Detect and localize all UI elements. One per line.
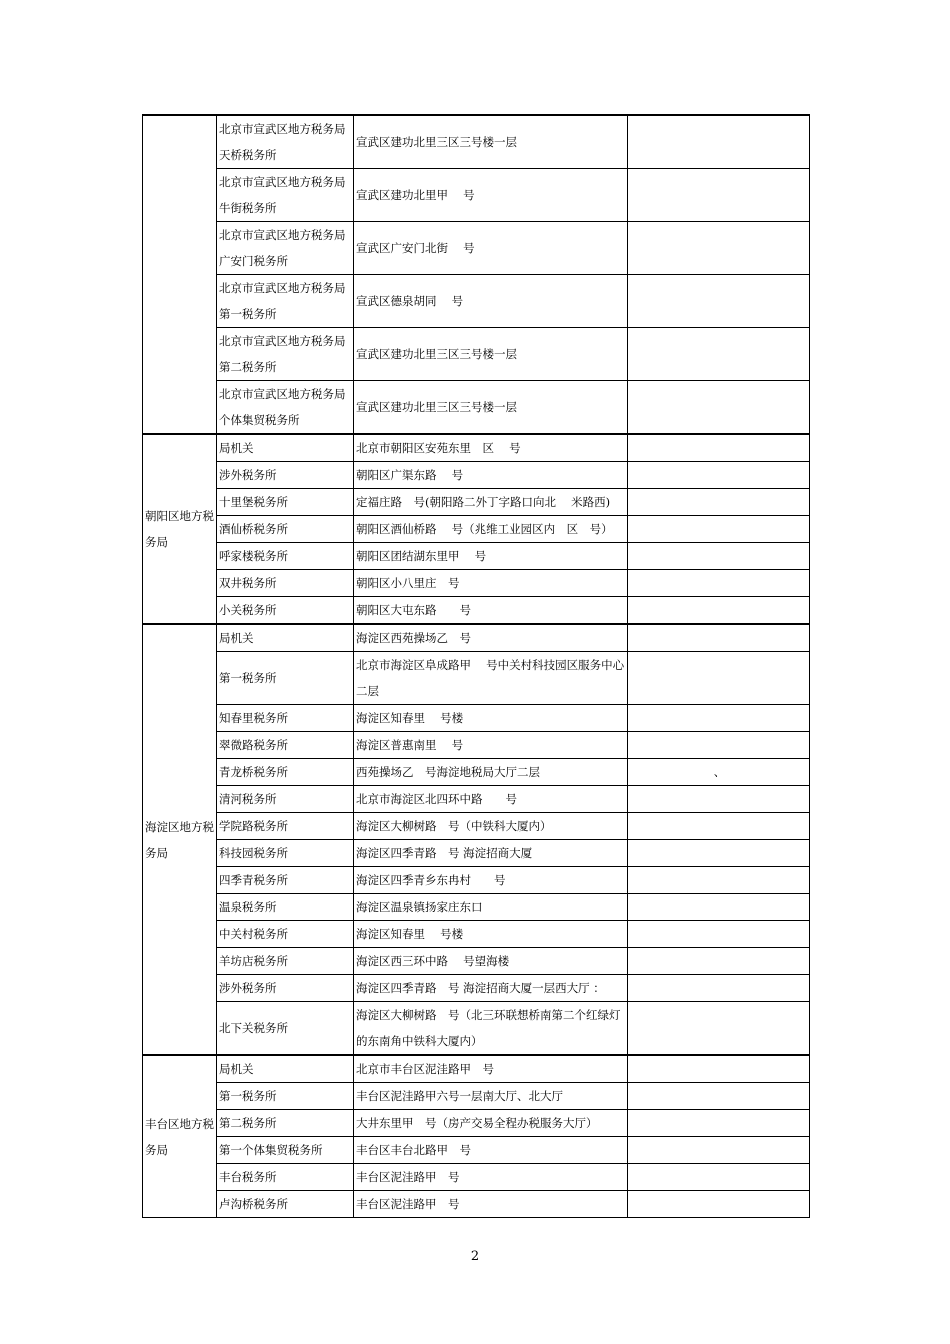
address-cell: 丰台区丰台北路甲 号 <box>354 1137 628 1164</box>
district-cell: 丰台区地方税务局 <box>143 1055 217 1218</box>
table-row <box>143 328 810 381</box>
table-row <box>143 381 810 435</box>
note-cell <box>628 948 810 975</box>
note-cell <box>628 1137 810 1164</box>
note-cell <box>628 1191 810 1218</box>
office-name-cell: 局机关 <box>217 434 354 462</box>
address-cell: 丰台区泥洼路甲 号 <box>354 1164 628 1191</box>
tax-office-table-body <box>143 115 810 1218</box>
table-row <box>143 1083 810 1110</box>
office-name-cell: 北下关税务所 <box>217 1002 354 1056</box>
office-name-cell: 涉外税务所 <box>217 975 354 1002</box>
office-name-cell: 呼家楼税务所 <box>217 543 354 570</box>
address-cell: 宣武区广安门北街 号 <box>354 222 628 275</box>
address-cell: 海淀区西苑操场乙 号 <box>354 624 628 652</box>
table-row <box>143 975 810 1002</box>
note-cell <box>628 732 810 759</box>
office-name-cell: 第二税务所 <box>217 1110 354 1137</box>
district-cell <box>143 115 217 434</box>
address-cell: 宣武区建功北里三区三号楼一层 <box>354 328 628 381</box>
address-cell: 朝阳区团结湖东里甲 号 <box>354 543 628 570</box>
table-row <box>143 1110 810 1137</box>
office-name-cell: 中关村税务所 <box>217 921 354 948</box>
note-cell <box>628 1055 810 1083</box>
address-cell: 朝阳区酒仙桥路 号（兆维工业园区内 区 号） <box>354 516 628 543</box>
note-cell <box>628 867 810 894</box>
office-name-cell: 北京市宣武区地方税务局广安门税务所 <box>217 222 354 275</box>
note-cell <box>628 1002 810 1056</box>
table-row <box>143 489 810 516</box>
note-cell <box>628 1164 810 1191</box>
address-cell: 宣武区建功北里三区三号楼一层 <box>354 115 628 169</box>
note-cell <box>628 169 810 222</box>
address-cell: 海淀区知春里 号楼 <box>354 705 628 732</box>
table-row <box>143 115 810 169</box>
note-cell <box>628 705 810 732</box>
office-name-cell: 第一税务所 <box>217 652 354 705</box>
table-row <box>143 759 810 786</box>
note-cell <box>628 894 810 921</box>
address-cell: 宣武区建功北里三区三号楼一层 <box>354 381 628 435</box>
address-cell: 北京市海淀区阜成路甲 号中关村科技园区服务中心二层 <box>354 652 628 705</box>
address-cell: 海淀区大柳树路 号（中铁科大厦内） <box>354 813 628 840</box>
table-row <box>143 894 810 921</box>
address-cell: 朝阳区小八里庄 号 <box>354 570 628 597</box>
office-name-cell: 第一个体集贸税务所 <box>217 1137 354 1164</box>
note-cell <box>628 813 810 840</box>
table-row <box>143 624 810 652</box>
note-cell <box>628 840 810 867</box>
table-row <box>143 786 810 813</box>
office-name-cell: 温泉税务所 <box>217 894 354 921</box>
office-name-cell: 青龙桥税务所 <box>217 759 354 786</box>
address-cell: 海淀区温泉镇扬家庄东口 <box>354 894 628 921</box>
note-cell <box>628 597 810 625</box>
address-cell: 海淀区西三环中路 号望海楼 <box>354 948 628 975</box>
note-cell <box>628 1083 810 1110</box>
table-row <box>143 275 810 328</box>
note-cell <box>628 222 810 275</box>
table-row <box>143 705 810 732</box>
note-cell <box>628 489 810 516</box>
note-cell <box>628 786 810 813</box>
table-row <box>143 434 810 462</box>
address-cell: 海淀区四季青路 号 海淀招商大厦一层西大厅 ： <box>354 975 628 1002</box>
address-cell: 丰台区泥洼路甲六号一层南大厅、北大厅 <box>354 1083 628 1110</box>
note-cell <box>628 462 810 489</box>
address-cell: 定福庄路 号(朝阳路二外丁字路口向北 米路西) <box>354 489 628 516</box>
address-cell: 海淀区普惠南里 号 <box>354 732 628 759</box>
page-number: 2 <box>470 1249 480 1264</box>
note-cell <box>628 275 810 328</box>
note-cell <box>628 434 810 462</box>
address-cell: 西苑操场乙 号海淀地税局大厅二层 <box>354 759 628 786</box>
office-name-cell: 卢沟桥税务所 <box>217 1191 354 1218</box>
office-name-cell: 翠微路税务所 <box>217 732 354 759</box>
address-cell: 宣武区德泉胡同 号 <box>354 275 628 328</box>
note-cell <box>628 624 810 652</box>
office-name-cell: 局机关 <box>217 624 354 652</box>
note-cell <box>628 921 810 948</box>
address-cell: 宣武区建功北里甲 号 <box>354 169 628 222</box>
office-name-cell: 科技园税务所 <box>217 840 354 867</box>
note-cell: 、 <box>628 759 810 786</box>
note-cell <box>628 570 810 597</box>
office-name-cell: 小关税务所 <box>217 597 354 625</box>
address-cell: 海淀区知春里 号楼 <box>354 921 628 948</box>
address-cell: 北京市朝阳区安苑东里 区 号 <box>354 434 628 462</box>
address-cell: 海淀区大柳树路 号（北三环联想桥南第二个红绿灯的东南角中铁科大厦内） <box>354 1002 628 1056</box>
table-row <box>143 1191 810 1218</box>
tax-office-table <box>142 114 810 1218</box>
office-name-cell: 北京市宣武区地方税务局个体集贸税务所 <box>217 381 354 435</box>
office-name-cell: 局机关 <box>217 1055 354 1083</box>
office-name-cell: 双井税务所 <box>217 570 354 597</box>
table-row <box>143 867 810 894</box>
address-cell: 丰台区泥洼路甲 号 <box>354 1191 628 1218</box>
table-row <box>143 543 810 570</box>
table-row <box>143 840 810 867</box>
office-name-cell: 十里堡税务所 <box>217 489 354 516</box>
note-cell <box>628 115 810 169</box>
address-cell: 海淀区四季青路 号 海淀招商大厦 <box>354 840 628 867</box>
table-row <box>143 570 810 597</box>
table-row <box>143 222 810 275</box>
office-name-cell: 北京市宣武区地方税务局天桥税务所 <box>217 115 354 169</box>
office-name-cell: 酒仙桥税务所 <box>217 516 354 543</box>
table-row <box>143 813 810 840</box>
table-row <box>143 948 810 975</box>
address-cell: 朝阳区广渠东路 号 <box>354 462 628 489</box>
office-name-cell: 北京市宣武区地方税务局第二税务所 <box>217 328 354 381</box>
office-name-cell: 羊坊店税务所 <box>217 948 354 975</box>
address-cell: 大井东里甲 号（房产交易全程办税服务大厅） <box>354 1110 628 1137</box>
table-row <box>143 462 810 489</box>
office-name-cell: 北京市宣武区地方税务局牛街税务所 <box>217 169 354 222</box>
note-cell <box>628 975 810 1002</box>
office-name-cell: 涉外税务所 <box>217 462 354 489</box>
table-row <box>143 597 810 625</box>
table-row <box>143 1137 810 1164</box>
district-cell: 海淀区地方税务局 <box>143 624 217 1055</box>
table-row <box>143 169 810 222</box>
office-name-cell: 第一税务所 <box>217 1083 354 1110</box>
table-row <box>143 516 810 543</box>
note-cell <box>628 1110 810 1137</box>
office-name-cell: 知春里税务所 <box>217 705 354 732</box>
table-row <box>143 652 810 705</box>
office-name-cell: 清河税务所 <box>217 786 354 813</box>
note-cell <box>628 516 810 543</box>
office-name-cell: 学院路税务所 <box>217 813 354 840</box>
office-name-cell: 四季青税务所 <box>217 867 354 894</box>
table-row <box>143 1164 810 1191</box>
address-cell: 朝阳区大屯东路 号 <box>354 597 628 625</box>
address-cell: 海淀区四季青乡东冉村 号 <box>354 867 628 894</box>
note-cell <box>628 652 810 705</box>
office-name-cell: 丰台税务所 <box>217 1164 354 1191</box>
district-cell: 朝阳区地方税务局 <box>143 434 217 624</box>
address-cell: 北京市海淀区北四环中路 号 <box>354 786 628 813</box>
note-cell <box>628 328 810 381</box>
table-row <box>143 1055 810 1083</box>
note-cell <box>628 381 810 435</box>
note-cell <box>628 543 810 570</box>
table-row <box>143 1002 810 1056</box>
address-cell: 北京市丰台区泥洼路甲 号 <box>354 1055 628 1083</box>
office-name-cell: 北京市宣武区地方税务局第一税务所 <box>217 275 354 328</box>
table-row <box>143 732 810 759</box>
table-row <box>143 921 810 948</box>
